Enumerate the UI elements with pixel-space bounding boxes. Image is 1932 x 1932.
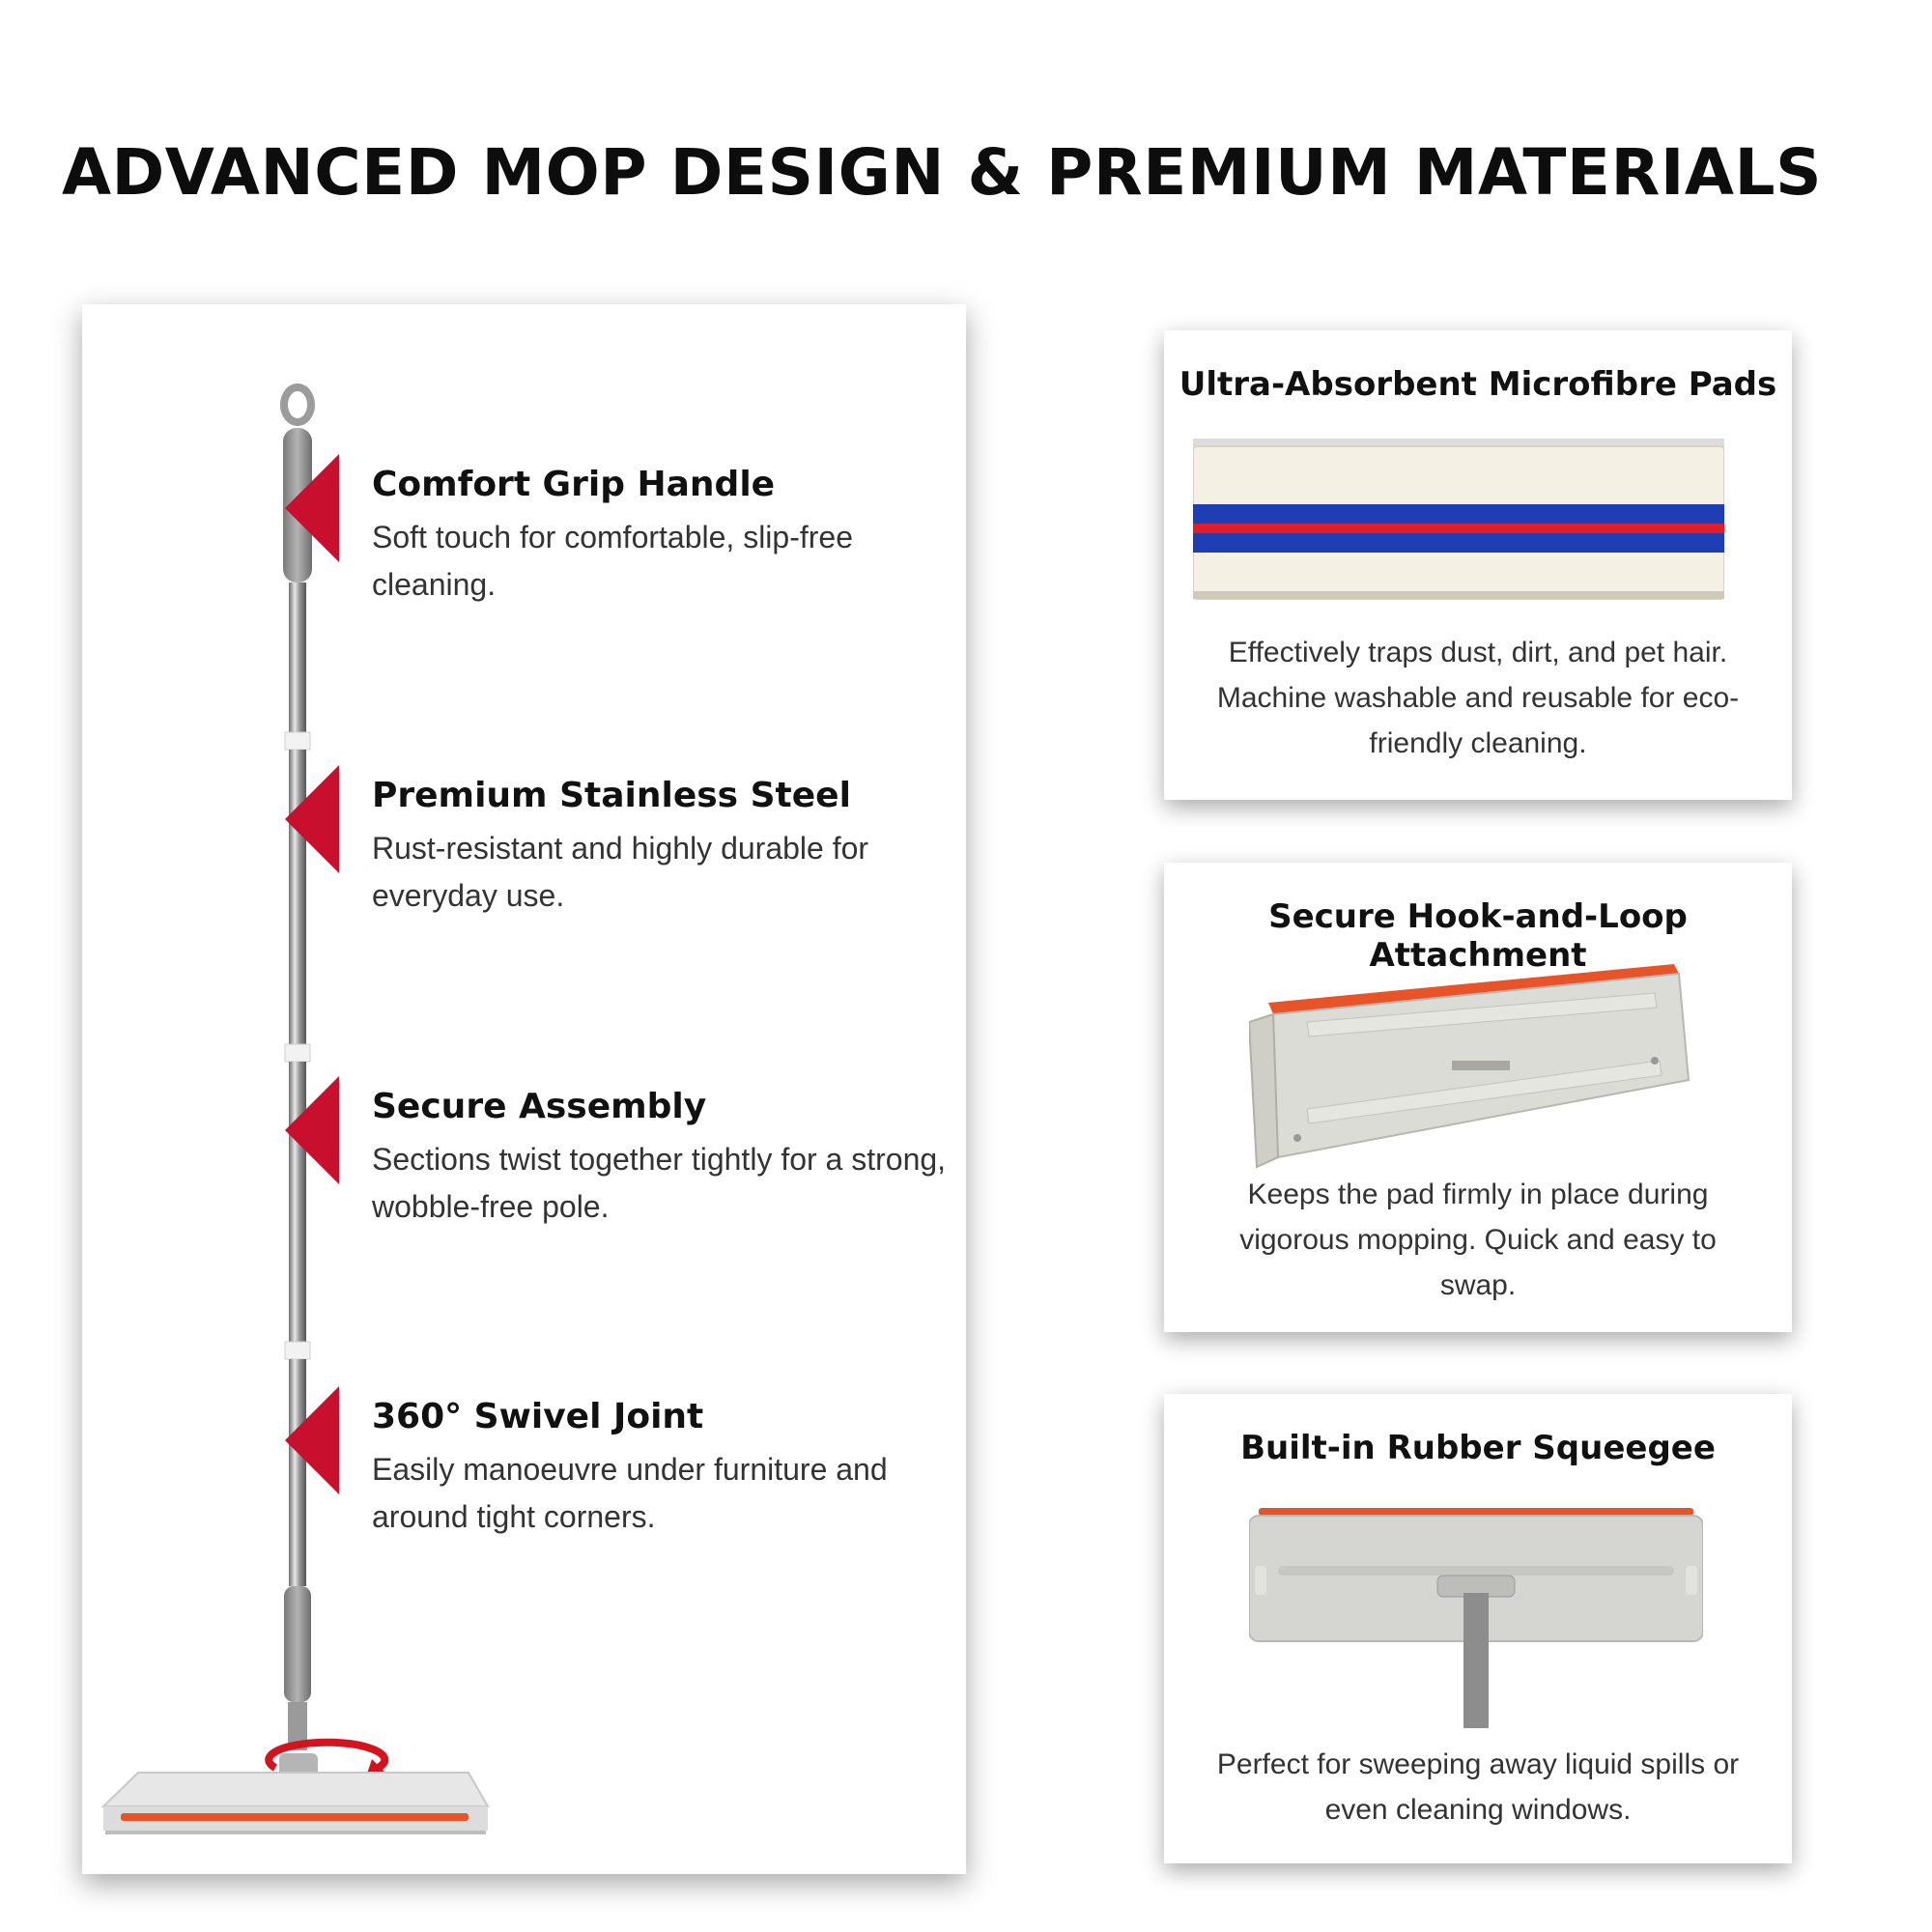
feature-secure-assembly [372,1086,952,1231]
pointer-arrow-icon [285,1386,339,1494]
feature-description: Sections twist together tightly for a strong, wobble-free pole. [372,1142,947,1224]
card-hook-and-loop [1164,863,1792,1332]
card-description: Keeps the pad firmly in place during vigorous mopping. Quick and easy to swap. [1239,1179,1717,1301]
page-title: ADVANCED MOP DESIGN & PREMIUM MATERIALS [61,135,1823,210]
pointer-arrow-icon [285,1076,339,1184]
card-microfibre-pads [1164,330,1792,800]
card-description: Effectively traps dust, dirt, and pet hair. Machine washable and reusable for eco-friendly cleaning. [1216,637,1740,759]
pointer-arrow-icon [285,454,339,562]
card-rubber-squeegee [1164,1394,1792,1863]
feature-swivel-joint [372,1396,952,1541]
feature-description: Rust-resistant and highly durable for everyday use. [372,831,869,913]
feature-title: 360° Swivel Joint [372,1397,704,1436]
mop-head-squeegee-image [1249,1508,1703,1740]
feature-stainless-steel [372,775,952,920]
card-title: Ultra-Absorbent Microfibre Pads [1179,365,1777,404]
feature-comfort-grip [372,464,952,609]
microfibre-pad-image [1193,439,1724,603]
card-title: Built-in Rubber Squeegee [1240,1429,1716,1467]
feature-description: Soft touch for comfortable, slip-free cleaning. [372,520,853,602]
card-title: Secure Hook-and-Loop Attachment [1268,897,1688,975]
feature-title: Secure Assembly [372,1087,707,1126]
mop-base-underside-image [1249,964,1693,1177]
card-description: Perfect for sweeping away liquid spills or even cleaning windows. [1216,1748,1740,1826]
feature-title: Comfort Grip Handle [372,465,776,504]
feature-description: Easily manoeuvre under furniture and around tight corners. [372,1452,888,1534]
feature-title: Premium Stainless Steel [372,776,851,815]
pointer-arrow-icon [285,765,339,873]
mop-feature-panel [82,304,966,1874]
